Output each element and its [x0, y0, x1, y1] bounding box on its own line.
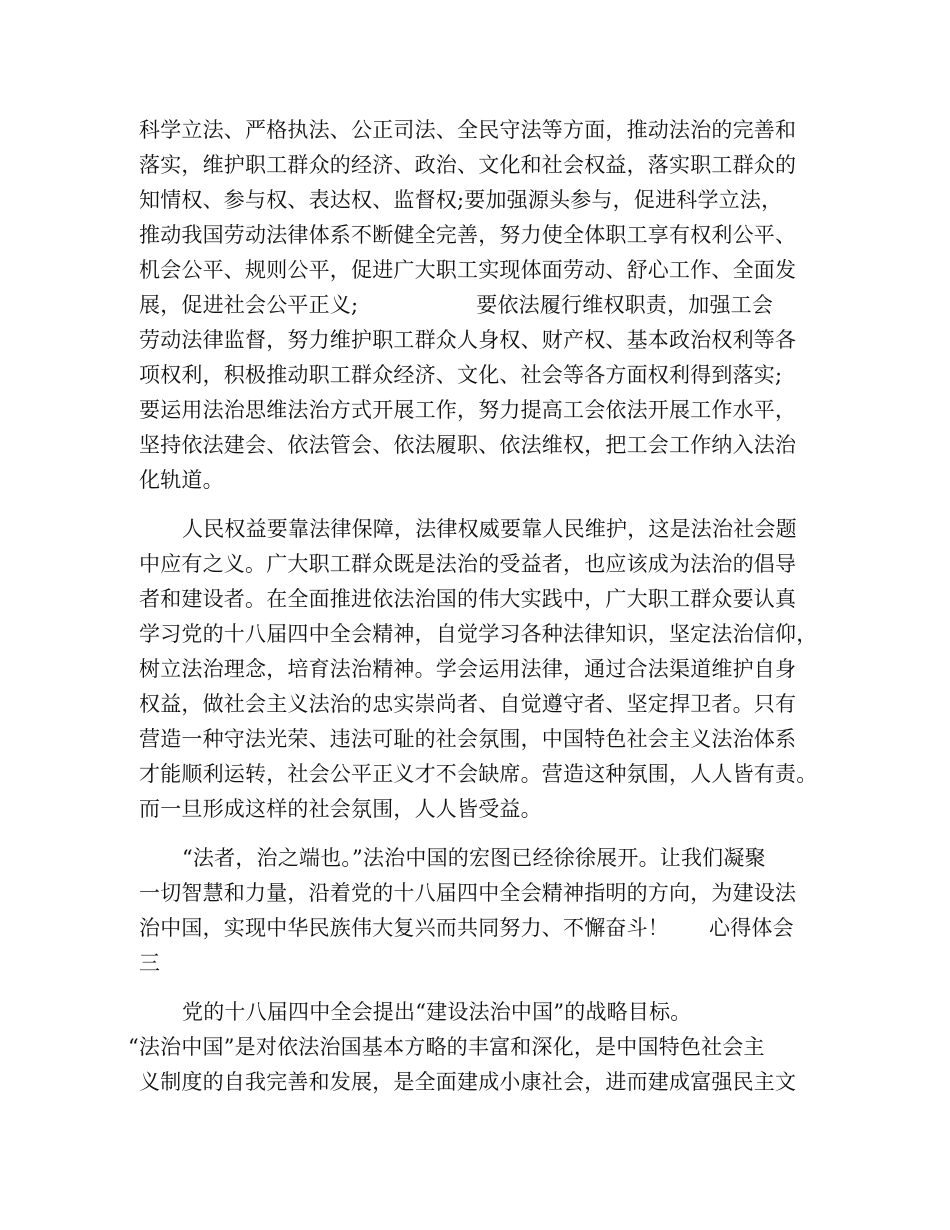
text-line: 中应有之义。广大职工群众既是法治的受益者，也应该成为法治的倡导 [139, 552, 797, 576]
text-line: 义制度的自我完善和发展，是全面建成小康社会，进而建成富强民主文 [139, 1070, 797, 1094]
section-heading: 心得体会 [709, 916, 794, 940]
text-line-split [139, 288, 773, 322]
text-line: 树立法治理念，培育法治精神。学会运用法律，通过合法渠道维护自身 [139, 657, 797, 681]
text-line-split [139, 911, 794, 945]
text-line: 推动我国劳动法律体系不断健全完善，努力使全体职工享有权利公平、 [139, 223, 797, 247]
section-number: 三 [139, 951, 161, 975]
text-line: 要运用法治思维法治方式开展工作，努力提高工会依法开展工作水平， [139, 398, 797, 422]
paragraph-first-line: “法者，治之端也。”法治中国的宏图已经徐徐展开。让我们凝聚 [182, 846, 766, 870]
text-line: “法治中国”是对依法治国基本方略的丰富和深化，是中国特色社会主 [128, 1035, 765, 1059]
text-line: 坚持依法建会、依法管会、依法履职、依法维权，把工会工作纳入法治 [139, 433, 797, 457]
text-line: 落实，维护职工群众的经济、政治、文化和社会权益，落实职工群众的 [139, 153, 797, 177]
text-line: 劳动法律监督，努力维护职工群众人身权、财产权、基本政治权利等各 [139, 328, 797, 352]
text-line: 而一旦形成这样的社会氛围，人人皆受益。 [139, 797, 542, 821]
text-segment: 治中国，实现中华民族伟大复兴而共同努力、不懈奋斗！ [139, 916, 669, 940]
paragraph-first-line: 党的十八届四中全会提出“建设法治中国”的战略目标。 [182, 1000, 692, 1024]
text-line: 化轨道。 [139, 468, 224, 492]
text-line: 科学立法、严格执法、公正司法、全民守法等方面，推动法治的完善和 [139, 118, 797, 142]
text-line: 权益，做社会主义法治的忠实崇尚者、自觉遵守者、坚定捍卫者。只有 [139, 692, 797, 716]
text-line: 知情权、参与权、表达权、监督权;要加强源头参与，促进科学立法， [139, 188, 783, 212]
text-line: 者和建设者。在全面推进依法治国的伟大实践中，广大职工群众要认真 [139, 587, 797, 611]
text-line: 项权利，积极推动职工群众经济、文化、社会等各方面权利得到落实; [139, 363, 783, 387]
text-line: 一切智慧和力量，沿着党的十八届四中全会精神指明的方向，为建设法 [139, 881, 797, 905]
text-line: 学习党的十八届四中全会精神，自觉学习各种法律知识，坚定法治信仰， [139, 622, 818, 646]
paragraph-first-line: 人民权益要靠法律保障，法律权威要靠人民维护，这是法治社会题 [182, 517, 797, 541]
text-line: 才能顺利运转，社会公平正义才不会缺席。营造这种氛围，人人皆有责。 [139, 762, 818, 786]
text-segment: 展，促进社会公平正义; [139, 293, 359, 317]
text-line: 营造一种守法光荣、违法可耻的社会氛围，中国特色社会主义法治体系 [139, 727, 797, 751]
text-line: 机会公平、规则公平，促进广大职工实现体面劳动、舒心工作、全面发 [139, 258, 797, 282]
text-segment: 要依法履行维权职责，加强工会 [476, 293, 774, 317]
